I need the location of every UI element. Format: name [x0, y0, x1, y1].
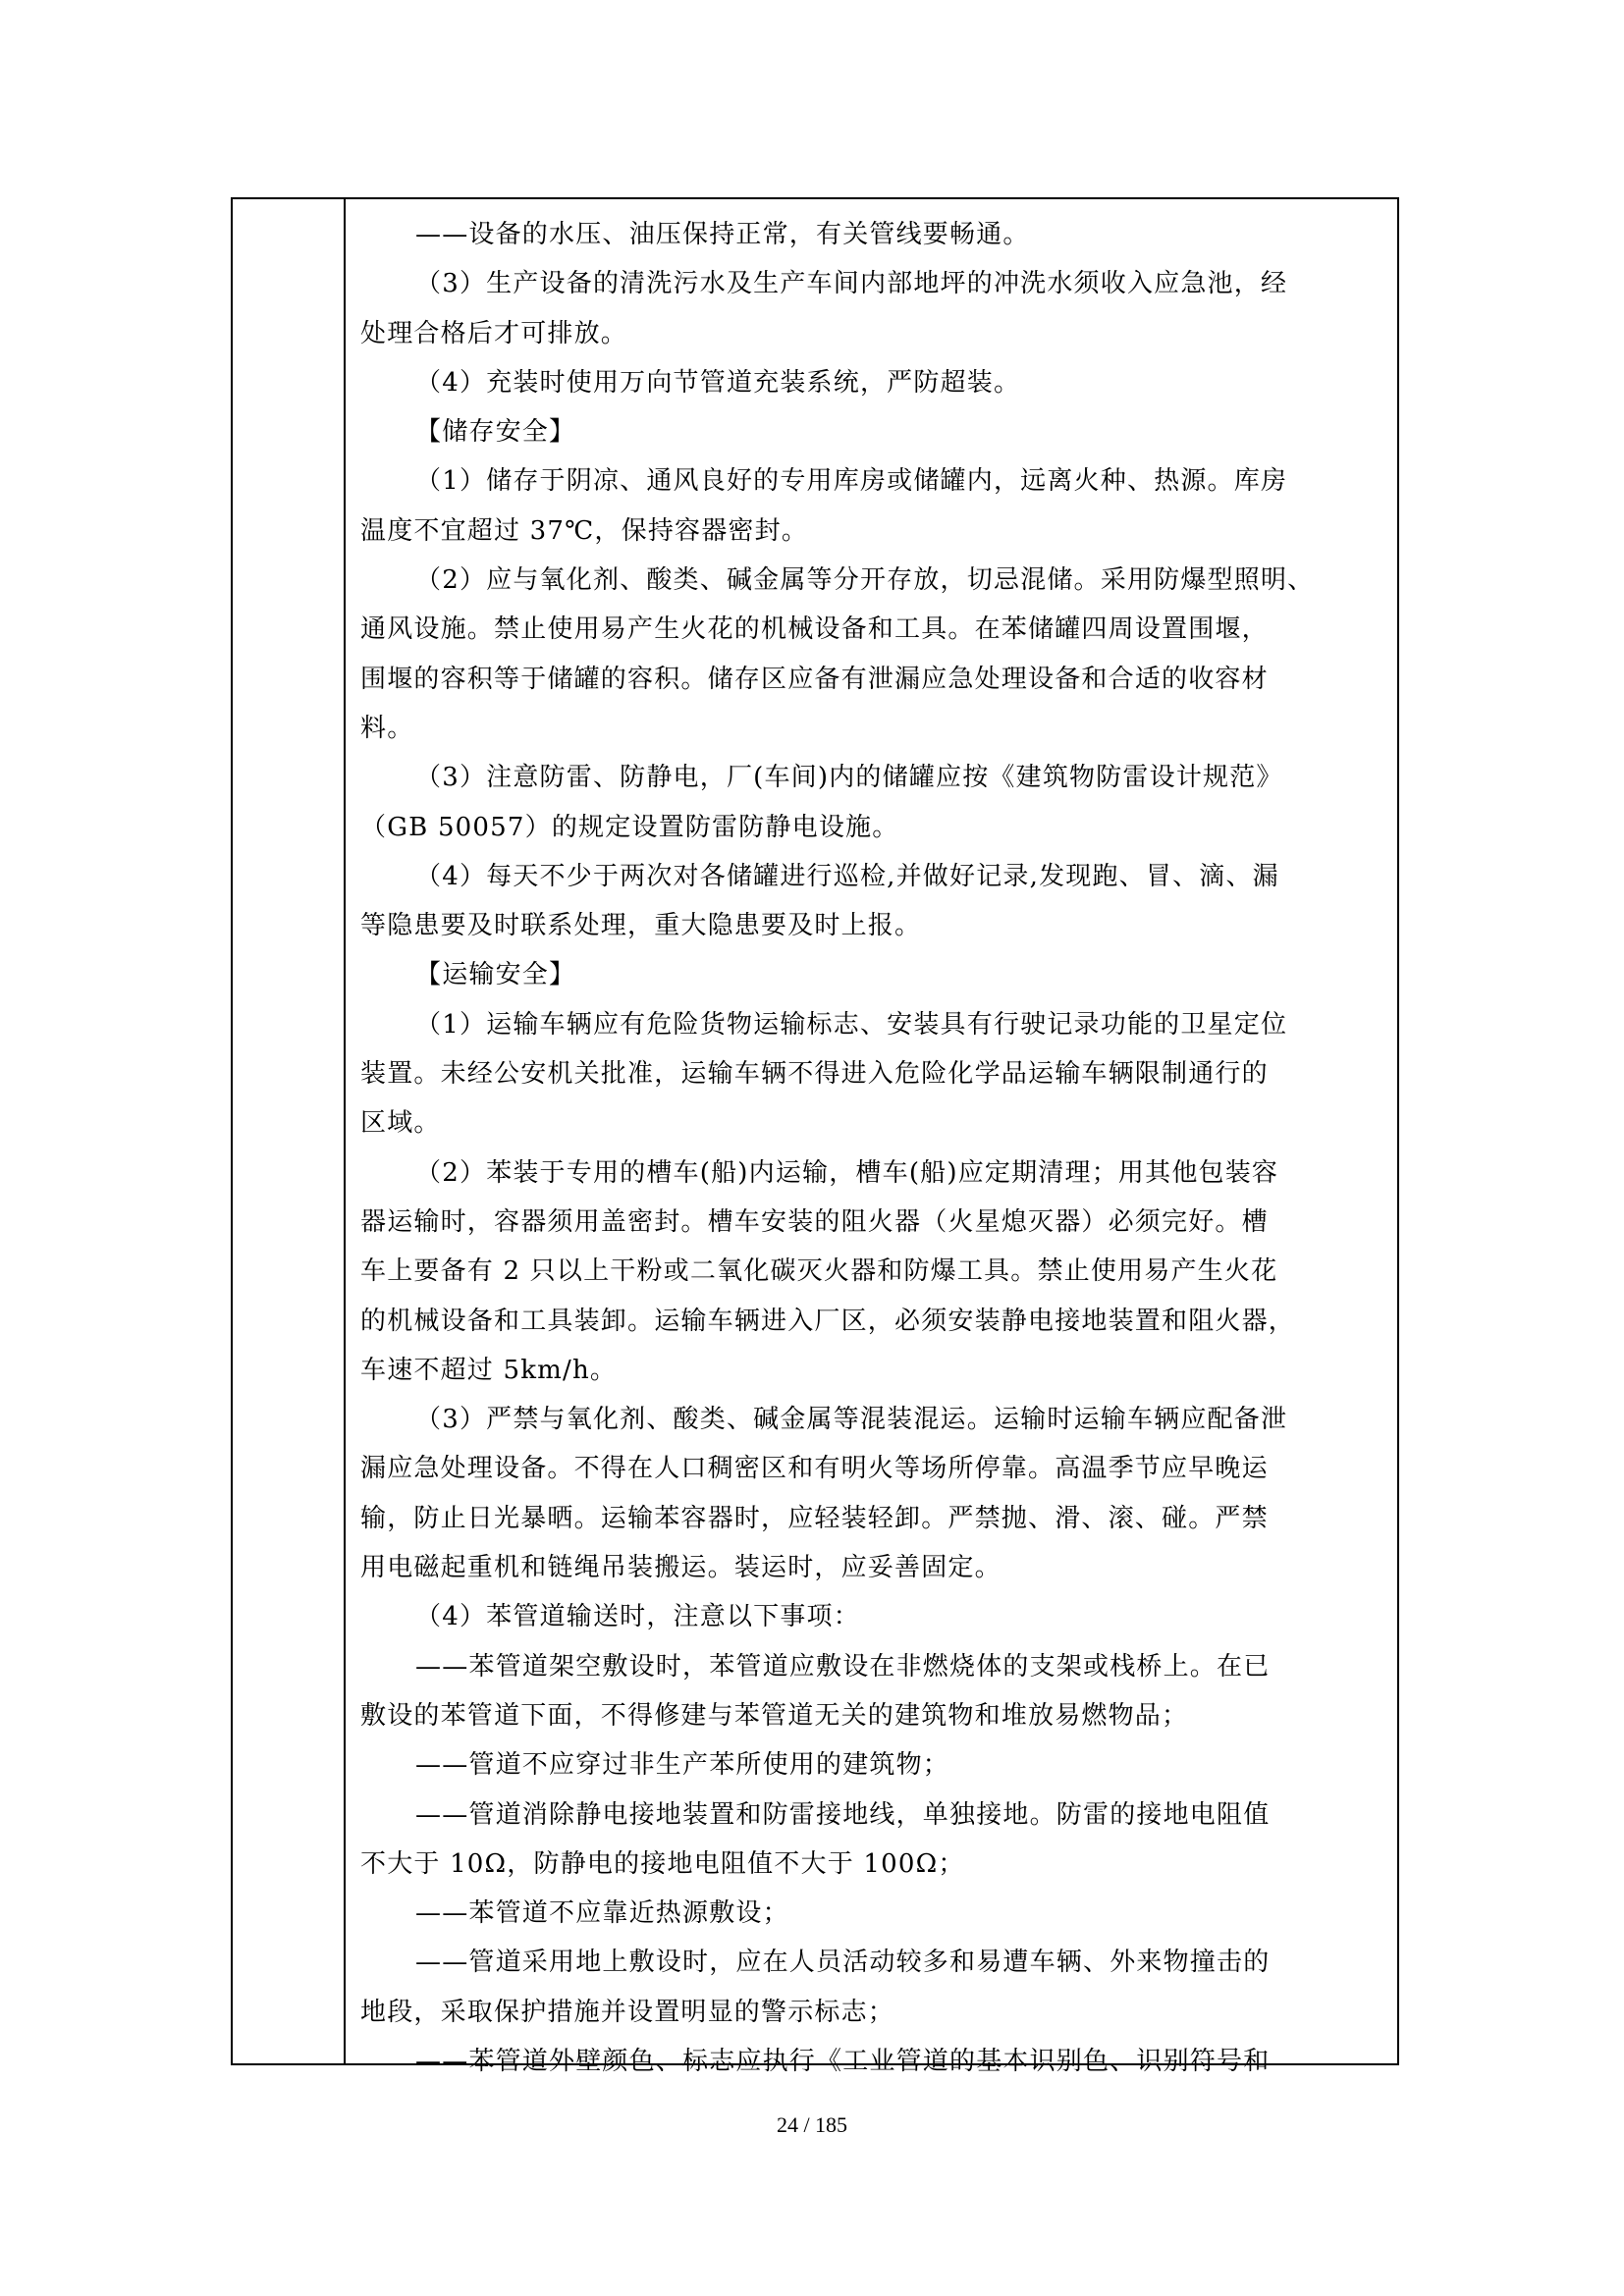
text-line: 装置。未经公安机关批准，运输车辆不得进入危险化学品运输车辆限制通行的 [360, 1059, 1269, 1090]
text-line: （4）每天不少于两次对各储罐进行巡检,并做好记录,发现跑、冒、滴、漏 [415, 861, 1279, 891]
text-line: 不大于 10Ω，防静电的接地电阻值不大于 100Ω； [360, 1848, 965, 1879]
text-line: ——苯管道不应靠近热源敷设； [415, 1898, 789, 1929]
text-line: 地段，采取保护措施并设置明显的警示标志； [360, 1997, 895, 2027]
text-line: 区域。 [360, 1108, 441, 1139]
text-line: 【储存安全】 [415, 417, 576, 448]
text-line: 的机械设备和工具装卸。运输车辆进入厂区，必须安装静电接地装置和阻火器， [360, 1306, 1296, 1336]
text-line: ——苯管道外壁颜色、标志应执行《工业管道的基本识别色、识别符号和 [415, 2046, 1271, 2076]
text-line: （4）苯管道输送时，注意以下事项： [415, 1602, 860, 1632]
text-line: ——管道消除静电接地装置和防雷接地线，单独接地。防雷的接地电阻值 [415, 1799, 1271, 1830]
text-line: ——管道采用地上敷设时，应在人员活动较多和易遭车辆、外来物撞击的 [415, 1948, 1271, 1978]
text-line: （2）苯装于专用的槽车(船)内运输，槽车(船)应定期清理；用其他包装容 [415, 1157, 1279, 1188]
text-line: （1）储存于阴凉、通风良好的专用库房或储罐内，远离火种、热源。库房 [415, 466, 1288, 497]
text-line: （1）运输车辆应有危险货物运输标志、安装具有行驶记录功能的卫星定位 [415, 1009, 1288, 1040]
text-line: 围堰的容积等于储罐的容积。储存区应备有泄漏应急处理设备和合适的收容材 [360, 664, 1269, 694]
text-line: 敷设的苯管道下面，不得修建与苯管道无关的建筑物和堆放易燃物品； [360, 1700, 1189, 1731]
table-column-divider [344, 197, 346, 2065]
text-line: 用电磁起重机和链绳吊装搬运。装运时，应妥善固定。 [360, 1553, 1001, 1583]
text-line: 车上要备有 2 只以上干粉或二氧化碳灭火器和防爆工具。禁止使用易产生火花 [360, 1256, 1278, 1287]
page-number: 24 / 185 [776, 2112, 848, 2137]
table-content-cell [360, 210, 1387, 2076]
text-line: 漏应急处理设备。不得在人口稠密区和有明火等场所停靠。高温季节应早晚运 [360, 1454, 1269, 1484]
text-line: 料。 [360, 713, 414, 743]
text-line: （3）严禁与氧化剂、酸类、碱金属等混装混运。运输时运输车辆应配备泄 [415, 1405, 1288, 1435]
text-line: 车速不超过 5km/h。 [360, 1355, 618, 1385]
text-line: 输，防止日光暴晒。运输苯容器时，应轻装轻卸。严禁抛、滑、滚、碰。严禁 [360, 1503, 1269, 1533]
text-line: （GB 50057）的规定设置防雷防静电设施。 [360, 812, 899, 842]
text-line: 器运输时，容器须用盖密封。槽车安装的阻火器（火星熄灭器）必须完好。槽 [360, 1206, 1269, 1237]
text-line: ——苯管道架空敷设时，苯管道应敷设在非燃烧体的支架或栈桥上。在已 [415, 1651, 1271, 1682]
text-line: 通风设施。禁止使用易产生火花的机械设备和工具。在苯储罐四周设置围堰， [360, 614, 1269, 645]
text-line: （2）应与氧化剂、酸类、碱金属等分开存放，切忌混储。采用防爆型照明、 [415, 565, 1315, 596]
text-line: 【运输安全】 [415, 960, 576, 990]
text-line: ——管道不应穿过非生产苯所使用的建筑物； [415, 1750, 950, 1781]
text-line: ——设备的水压、油压保持正常，有关管线要畅通。 [415, 220, 1030, 249]
text-line: （3）注意防雷、防静电，厂(车间)内的储罐应按《建筑物防雷设计规范》 [415, 763, 1283, 793]
text-line: 等隐患要及时联系处理，重大隐患要及时上报。 [360, 911, 922, 941]
text-line: （3）生产设备的清洗污水及生产车间内部地坪的冲洗水须收入应急池，经 [415, 269, 1288, 299]
text-line: 温度不宜超过 37℃，保持容器密封。 [360, 515, 809, 546]
text-line: （4）充装时使用万向节管道充装系统，严防超装。 [415, 367, 1021, 398]
text-line: 处理合格后才可排放。 [360, 318, 628, 348]
